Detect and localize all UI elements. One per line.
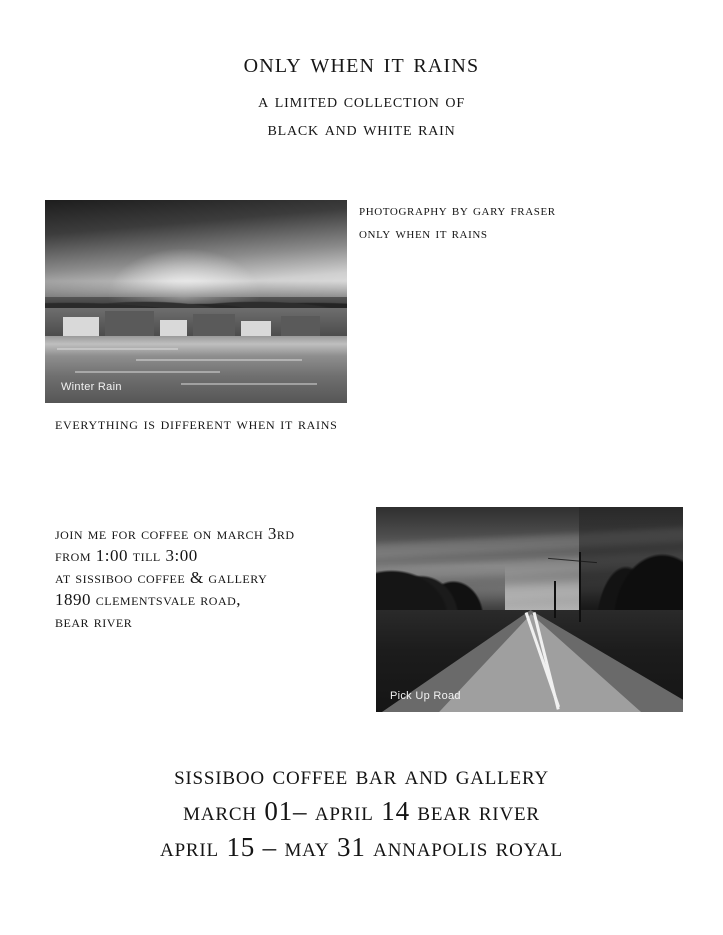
details-line-1: join me for coffee on march 3rd xyxy=(55,524,295,543)
subtitle-line-1: a limited collection of xyxy=(258,90,465,112)
details-line-3: at sissiboo coffee & gallery xyxy=(55,568,268,587)
footer-dates-annapolis-royal: april 15 – may 31 annapolis royal xyxy=(160,832,563,862)
tagline: everything is different when it rains xyxy=(55,414,338,433)
footer-venue: sissiboo coffee bar and gallery xyxy=(174,760,549,790)
photo-pick-up-road xyxy=(376,507,683,712)
photo-ripple xyxy=(57,348,178,350)
page-title: only when it rains xyxy=(243,47,480,79)
footer-dates-bear-river: march 01– april 14 bear river xyxy=(183,796,540,826)
photo-ripple xyxy=(136,359,302,361)
details-line-2: from 1:00 till 3:00 xyxy=(55,546,198,565)
photo-utility-pole xyxy=(554,581,556,618)
photo-trees-left xyxy=(376,523,505,617)
poster-header xyxy=(0,46,723,142)
subtitle-line-2: black and white rain xyxy=(267,118,456,140)
credit-collection: only when it rains xyxy=(359,225,488,242)
photo-utility-pole xyxy=(579,552,581,622)
details-line-5: bear river xyxy=(55,612,133,631)
photo-building xyxy=(193,314,235,338)
photo-caption-winter-rain: Winter Rain xyxy=(61,381,122,393)
poster-footer xyxy=(0,757,723,865)
credit-block xyxy=(359,199,556,245)
photo-caption-pick-up-road: Pick Up Road xyxy=(390,690,461,702)
photo-building xyxy=(105,311,153,338)
photo-building xyxy=(281,316,320,338)
photo-winter-rain xyxy=(45,200,347,403)
event-details xyxy=(55,523,295,633)
photo-village-band xyxy=(45,308,347,338)
details-line-4: 1890 clementsvale road, xyxy=(55,590,242,609)
photo-ripple xyxy=(75,371,220,373)
credit-photographer: photography by gary fraser xyxy=(359,202,556,219)
photo-ripple xyxy=(181,383,317,385)
photo-building xyxy=(63,317,99,338)
